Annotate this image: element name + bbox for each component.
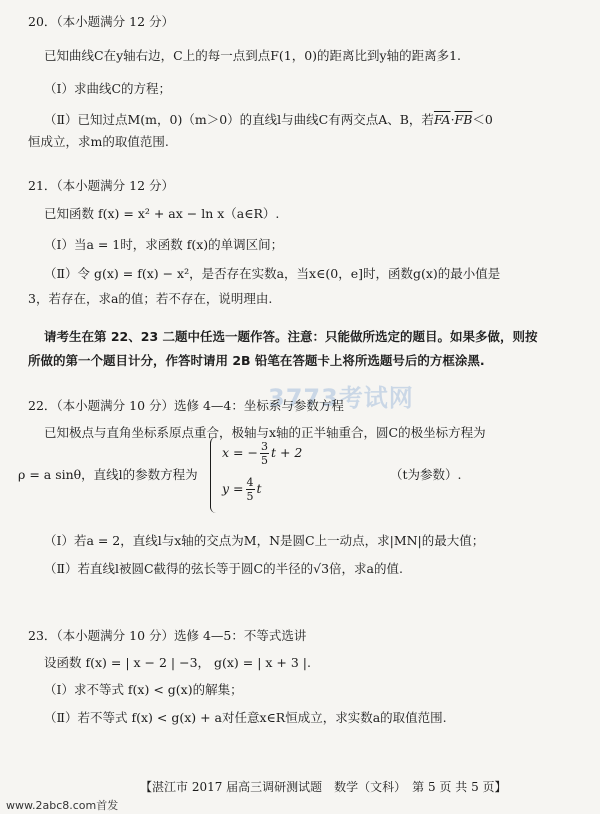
q22-part2: （Ⅱ）若直线l被圆C截得的弦长等于圆C的半径的√3倍，求a的值. xyxy=(44,561,403,576)
q22-param-note: （t为参数）. xyxy=(390,467,462,482)
page-footer: 【湛江市 2017 届高三调研测试题 数学（文科） 第 5 页 共 5 页】 xyxy=(140,780,507,794)
vector-fa: $\overline{FA}$ xyxy=(433,112,451,127)
q20-part2-ineq: ＜0 xyxy=(472,112,493,127)
q22-condition: 已知极点与直角坐标系原点重合，极轴与x轴的正半轴重合，圆C的极坐标方程为 xyxy=(44,425,486,440)
q22-heading: 22．（本小题满分 10 分）选修 4—4：坐标系与参数方程 xyxy=(28,398,344,413)
param-eq-x: x = − $\frac{3}{5}$ t + 2 xyxy=(222,440,303,467)
parametric-system xyxy=(210,437,350,513)
watermark-logo: 3773考试网 xyxy=(268,384,414,412)
site-watermark: www.2abc8.com首发 xyxy=(6,799,119,812)
q20-condition: 已知曲线C在y轴右边，C上的每一点到点F(1，0)的距离比到y轴的距离多1. xyxy=(44,48,462,63)
dot-operator: · xyxy=(450,112,455,127)
q20-part2 xyxy=(44,112,493,127)
vector-fb: $\overline{FB}$ xyxy=(454,112,473,127)
q21-function: 已知函数 f(x) = x² + ax − ln x（a∈R）. xyxy=(44,206,280,221)
q23-functions: 设函数 f(x) = | x − 2 | −3， g(x) = | x + 3 |. xyxy=(44,655,311,670)
left-brace xyxy=(210,437,219,513)
notice-line-2: 所做的第一个题目计分，作答时请用 2B 铅笔在答题卡上将所选题号后的方框涂黑. xyxy=(28,353,485,368)
q21-heading: 21．（本小题满分 12 分） xyxy=(28,178,175,193)
notice-line-1: 请考生在第 22、23 二题中任选一题作答。注意：只能做所选定的题目。如果多做，则按 xyxy=(44,329,538,344)
q22-polar-eq: ρ = a sinθ，直线l的参数方程为 xyxy=(18,467,198,482)
q21-part2: （Ⅱ）令 g(x) = f(x) − x²，是否存在实数a，当x∈(0，e]时，函数g(x)的最小值是 xyxy=(44,266,501,281)
q20-part2-text: （Ⅱ）已知过点M(m，0)（m＞0）的直线l与曲线C有两交点A、B，若 xyxy=(44,112,434,127)
q21-part2-cont: 3，若存在，求a的值；若不存在，说明理由. xyxy=(28,291,273,306)
q20-heading: 20．（本小题满分 12 分） xyxy=(28,14,175,29)
q23-part2: （Ⅱ）若不等式 f(x) < g(x) + a对任意x∈R恒成立，求实数a的取值范围. xyxy=(44,710,447,725)
q20-part2-cont: 恒成立，求m的取值范围. xyxy=(28,134,169,149)
q22-part1: （Ⅰ）若a = 2，直线l与x轴的交点为M，N是圆C上一动点，求|MN|的最大值； xyxy=(44,533,485,548)
q20-part1: （Ⅰ）求曲线C的方程； xyxy=(44,81,172,96)
q21-part1: （Ⅰ）当a = 1时，求函数 f(x)的单调区间； xyxy=(44,237,284,252)
param-eq-y: y = $\frac{4}{5}$ t xyxy=(222,476,262,503)
q23-heading: 23．（本小题满分 10 分）选修 4—5：不等式选讲 xyxy=(28,628,307,643)
q23-part1: （Ⅰ）求不等式 f(x) < g(x)的解集； xyxy=(44,682,243,697)
